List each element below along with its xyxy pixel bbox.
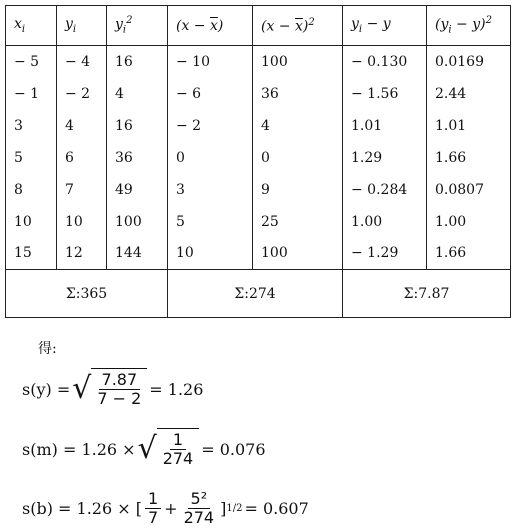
cell-xi: − 1 [6, 78, 57, 110]
sb-fraction-1 [145, 490, 161, 527]
cell-y-residual: − 0.130 [343, 46, 427, 78]
cell-y-residual-squared: 1.66 [427, 142, 511, 174]
cell-x-deviation-squared: 25 [253, 206, 343, 238]
cell-x-deviation-squared: 100 [253, 238, 343, 270]
sb-frac1-denominator: 7 [147, 508, 159, 527]
sum-x-deviation-squared: Σ:274 [168, 270, 343, 318]
header-yi-minus-y: $y_i - y$ [343, 6, 427, 46]
sm-result: = 0.076 [201, 439, 266, 459]
sb-exponent: 1/2 [226, 503, 243, 514]
sy-sqrt: √ $\frac{7.87}{7 - 2}$ [72, 368, 147, 410]
sb-fraction-2 [181, 490, 218, 527]
sum-yi-squared: Σ:365 [6, 270, 168, 318]
cell-x-deviation: 10 [168, 238, 253, 270]
table-row [6, 46, 511, 78]
sm-numerator: 1 [170, 431, 186, 450]
sum-row [6, 270, 511, 318]
table-row [6, 78, 511, 110]
header-yi-squared: $y_i^2$ [107, 6, 168, 46]
sy-result: = 1.26 [149, 379, 204, 399]
table-row [6, 238, 511, 270]
sum-y-deviation-squared: Σ:7.87 [343, 270, 511, 318]
sm-fraction [160, 431, 197, 468]
cell-yi-squared: 16 [107, 110, 168, 142]
sy-denominator: 7 − 2 [97, 389, 142, 408]
sb-result: = 0.607 [244, 499, 309, 518]
cell-yi-squared: 49 [107, 174, 168, 206]
cell-x-deviation-squared: 0 [253, 142, 343, 174]
cell-y-residual-squared: 1.00 [427, 206, 511, 238]
cell-y-residual: 1.01 [343, 110, 427, 142]
cell-yi-squared: 16 [107, 46, 168, 78]
header-row [6, 6, 511, 46]
cell-xi: 3 [6, 110, 57, 142]
table-row [6, 142, 511, 174]
cell-y-residual-squared: 2.44 [427, 78, 511, 110]
cell-yi: 7 [57, 174, 107, 206]
cell-xi: − 5 [6, 46, 57, 78]
sb-lhs: s(b) = 1.26 × [ [22, 499, 142, 518]
equation-sm [22, 428, 266, 470]
cell-x-deviation: − 10 [168, 46, 253, 78]
cell-xi: 5 [6, 142, 57, 174]
sb-frac2-numerator: 5² [188, 490, 211, 509]
cell-x-deviation-squared: 4 [253, 110, 343, 142]
cell-x-deviation-squared: 100 [253, 46, 343, 78]
cell-yi-squared: 100 [107, 206, 168, 238]
result-label: 得: [38, 341, 57, 357]
cell-y-residual: − 1.56 [343, 78, 427, 110]
cell-y-residual-squared: 1.01 [427, 110, 511, 142]
sy-lhs: s(y) = [22, 379, 71, 399]
cell-xi: 15 [6, 238, 57, 270]
cell-y-residual-squared: 0.0169 [427, 46, 511, 78]
cell-yi: 4 [57, 110, 107, 142]
equation-sb [22, 490, 309, 527]
table-row [6, 174, 511, 206]
sm-lhs: s(m) = 1.26 × [22, 439, 136, 459]
table-row [6, 110, 511, 142]
table-row [6, 206, 511, 238]
cell-xi: 10 [6, 206, 57, 238]
header-yi: $y_i$ [57, 6, 107, 46]
sb-frac1-numerator: 1 [145, 490, 161, 509]
header-x-minus-xbar: $(x - \overline{x})$ [168, 6, 253, 46]
cell-x-deviation: − 2 [168, 110, 253, 142]
cell-y-residual: − 1.29 [343, 238, 427, 270]
cell-y-residual: 1.29 [343, 142, 427, 174]
header-yi-minus-y-squared: $(y_i - y)^2$ [427, 6, 511, 46]
cell-yi: 12 [57, 238, 107, 270]
cell-yi: 6 [57, 142, 107, 174]
cell-x-deviation-squared: 36 [253, 78, 343, 110]
cell-x-deviation: 5 [168, 206, 253, 238]
cell-x-deviation: 0 [168, 142, 253, 174]
header-x-minus-xbar-squared: $(x - \overline{x})^2$ [253, 6, 343, 46]
sy-fraction [94, 371, 144, 408]
sm-denominator: 274 [162, 449, 194, 468]
cell-yi: 10 [57, 206, 107, 238]
cell-y-residual: 1.00 [343, 206, 427, 238]
sb-plus: + [164, 499, 178, 518]
sy-numerator: 7.87 [99, 371, 141, 390]
equation-sy [22, 368, 203, 410]
cell-y-residual-squared: 1.66 [427, 238, 511, 270]
cell-xi: 8 [6, 174, 57, 206]
cell-yi-squared: 4 [107, 78, 168, 110]
cell-yi-squared: 144 [107, 238, 168, 270]
cell-x-deviation-squared: 9 [253, 174, 343, 206]
cell-yi: − 4 [57, 46, 107, 78]
cell-y-residual: − 0.284 [343, 174, 427, 206]
cell-y-residual-squared: 0.0807 [427, 174, 511, 206]
cell-yi: − 2 [57, 78, 107, 110]
cell-x-deviation: − 6 [168, 78, 253, 110]
cell-x-deviation: 3 [168, 174, 253, 206]
sb-frac2-denominator: 274 [183, 508, 215, 527]
sb-close-bracket: ] [220, 499, 227, 518]
cell-yi-squared: 36 [107, 142, 168, 174]
sm-sqrt: √ $\frac{1}{274}$ [138, 428, 200, 470]
data-table [5, 5, 511, 318]
header-xi: $x_i$ [6, 6, 57, 46]
